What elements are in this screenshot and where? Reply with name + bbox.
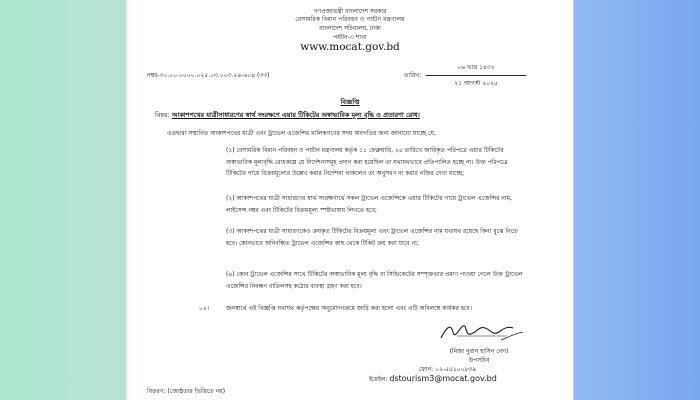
paragraph-2: (২) আকাশপথের যাত্রী সাধারণের স্বার্থ সংরক্ষণার্থে সকল ট্রাভেল এজেন্সিকে এয়ার টিকিটের গায়ে ট্রাভেল এজেন্সির নাম, লাইসেন্স নম্বর এবং টিকিটের বিক্রয়মূল্য স্পষ্টভাষায় লিখতে হবে; [226,195,512,214]
signer-email-line [369,374,497,385]
secretariat-address: বাংলাদেশ সচিবালয়, ঢাকা [319,25,381,32]
paragraph-2-number: ০২। [199,305,209,312]
intro-text: এতদ্বারা সম্মানিত আকাশপথের যাত্রী এবং ট্রাভেল এজেন্সির মালিকগণের সদয় অবগতির জন্য জানানো যাচ্ছে যে, [167,130,436,137]
signer-designation: উপসচিব [468,357,490,364]
ministry-name: বেসামরিক বিমান পরিবহন ও পর্যটন মন্ত্রণালয় [295,16,405,23]
paragraph-4: (৪) কোন ট্রাভেল এজেন্সির সাথে টিকিটের অস্বাভাবিক মূল্য বৃদ্ধি বা সিন্ডিকেটের সম্পৃক্ততার প্রমাণ পাওয়া গেলে উক্ত ট্রাভেল এজেন্সির নিবন্ধন বাতিলসহ কঠোর ব্যবস্থা গ্রহণ করা হবে। [226,271,523,290]
distribution-line: বিতরণ: (জ্যেষ্ঠতার ভিত্তিতে নয়) [147,388,226,395]
memo-number: নম্বর-৩০.০০.০০০০.০২৫.০৩.০০৩.২৪-৬০৪ (৩৩) [147,72,270,79]
date-label: তারিখ: [404,72,422,79]
signer-name: (মিজা নুরান হাসিন বেগ) [449,348,509,355]
email-address[interactable]: dstourism3@mocat.gov.bd [389,374,497,383]
date-block [426,62,526,89]
date-bangla: ০৬ ভাদ্র ১৪৩২ [426,62,526,76]
branch-name: পর্যটন-৩ শাখা [333,34,367,41]
gov-header-line: গণপ্রজাতন্ত্রী বাংলাদেশ সরকার [313,8,387,15]
website-link[interactable]: www.mocat.gov.bd [300,41,400,53]
notice-title: বিজ্ঞপ্তি [340,98,360,106]
paragraph-3: (৩) আকাশপথের যাত্রী সাধারণকেও ক্রয়কৃত টিকিটের বিক্রয়মূল্য এবং ট্রাভেল এজেন্সির নাম যথাযথ রয়েছে কিনা বুঝে নিতে হবে। কোনভাবে অনিবন্ধিত ট্রাভেল এজেন্সির কাছ থেকে টিকিট ক্রয় করা যাবে না; [226,228,518,247]
notice-document [129,0,571,400]
signer-phone: ফোন: ০২-৫৫১০০৮৩৯ [419,366,477,373]
subject-label: বিষয়: [155,111,170,119]
subject-text: আকাশপথের যাত্রীসাধারণের স্বার্থ সংরক্ষণে এয়ার টিকিটের অস্বাভাবিক মূল্য বৃদ্ধি ও প্রতারণা রোধ। [171,111,420,119]
email-label: ইমেইল: [369,376,388,383]
date-english: ২১ আগস্ট ২০২৫ [454,80,498,87]
handwritten-signature [437,320,527,344]
subject-line [155,110,420,121]
paragraph-1: (১) বেসামরিক বিমান পরিবহন ও পর্যটন মন্ত্রণালয় কর্তৃক ১১ ফেব্রুয়ারি, ২৫ তারিখে জারিকৃত পরিপত্রে এয়ার টিকিটের অস্বাভাবিক মূল্যবৃদ্ধি রোধকল্পে যে নির্দেশনাসমূহ প্রদান করা হয়েছিল তা যথাযথভাবে প্রতিপালিত হচ্ছে না। উক্ত পরিপত্রে টিকিটের গায়ে বিক্রয়মূল্যের উল্লেখ করার নির্দেশনা থাকলেও তা অনুসরণ না করার নজির দেখা যাচ্ছে; [226,147,508,177]
paragraph-closing: জনস্বার্থে এই বিজ্ঞপ্তি যথাযথ কর্তৃপক্ষের অনুমোদনক্রমে জারি করা হলো এবং এটি অবিলম্বে কার্যকর হবে। [226,305,472,312]
